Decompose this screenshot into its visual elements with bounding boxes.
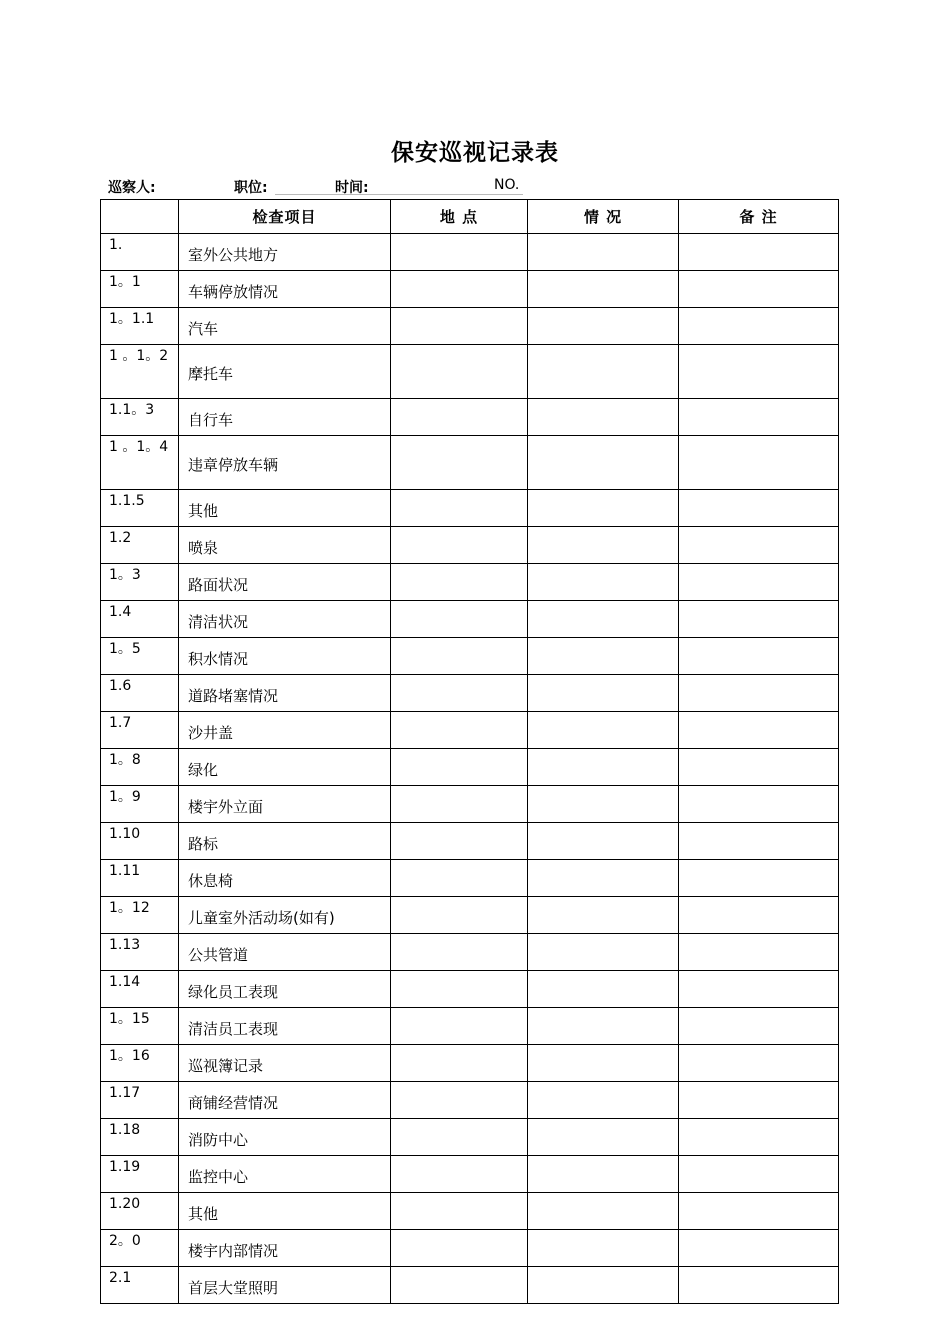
row-code: 1.2 <box>101 527 179 564</box>
row-item: 沙井盖 <box>179 712 391 749</box>
location-cell[interactable] <box>391 234 528 271</box>
table-row <box>101 436 839 490</box>
row-code: 2.1 <box>101 1267 179 1304</box>
remarks-cell[interactable] <box>679 1082 839 1119</box>
inspector-label: 巡察人: <box>108 180 156 196</box>
remarks-cell[interactable] <box>679 897 839 934</box>
location-cell[interactable] <box>391 1008 528 1045</box>
row-item: 公共管道 <box>179 934 391 971</box>
row-item: 清洁员工表现 <box>179 1008 391 1045</box>
row-item: 路标 <box>179 823 391 860</box>
column-header-remarks: 备 注 <box>679 200 839 234</box>
location-cell[interactable] <box>391 271 528 308</box>
table-row <box>101 1082 839 1119</box>
row-code: 1。15 <box>101 1008 179 1045</box>
remarks-cell[interactable] <box>679 638 839 675</box>
row-code: 1.20 <box>101 1193 179 1230</box>
remarks-cell[interactable] <box>679 564 839 601</box>
remarks-cell[interactable] <box>679 749 839 786</box>
remarks-cell[interactable] <box>679 1193 839 1230</box>
condition-cell[interactable] <box>528 271 679 308</box>
remarks-cell[interactable] <box>679 436 839 490</box>
table-row <box>101 1267 839 1304</box>
table-row <box>101 399 839 436</box>
table-row <box>101 1193 839 1230</box>
table-body <box>101 234 839 1304</box>
location-cell[interactable] <box>391 675 528 712</box>
condition-cell[interactable] <box>528 490 679 527</box>
table-row <box>101 897 839 934</box>
column-header-condition: 情 况 <box>528 200 679 234</box>
row-code: 1.10 <box>101 823 179 860</box>
time-label: 时间: <box>335 180 369 196</box>
location-cell[interactable] <box>391 897 528 934</box>
location-cell[interactable] <box>391 1193 528 1230</box>
row-item: 巡视簿记录 <box>179 1045 391 1082</box>
remarks-cell[interactable] <box>679 308 839 345</box>
condition-cell[interactable] <box>528 601 679 638</box>
condition-cell[interactable] <box>528 1082 679 1119</box>
remarks-cell[interactable] <box>679 1156 839 1193</box>
remarks-cell[interactable] <box>679 1230 839 1267</box>
row-item: 汽车 <box>179 308 391 345</box>
location-cell[interactable] <box>391 638 528 675</box>
row-code: 1.19 <box>101 1156 179 1193</box>
table-row <box>101 345 839 399</box>
location-cell[interactable] <box>391 564 528 601</box>
table-row <box>101 1119 839 1156</box>
remarks-cell[interactable] <box>679 490 839 527</box>
condition-cell[interactable] <box>528 527 679 564</box>
row-code: 1.11 <box>101 860 179 897</box>
remarks-cell[interactable] <box>679 934 839 971</box>
condition-cell[interactable] <box>528 345 679 399</box>
row-item: 积水情况 <box>179 638 391 675</box>
table-row <box>101 860 839 897</box>
remarks-cell[interactable] <box>679 971 839 1008</box>
condition-cell[interactable] <box>528 971 679 1008</box>
location-cell[interactable] <box>391 971 528 1008</box>
location-cell[interactable] <box>391 860 528 897</box>
table-row <box>101 601 839 638</box>
table-header-row <box>101 200 839 234</box>
condition-cell[interactable] <box>528 860 679 897</box>
location-cell[interactable] <box>391 823 528 860</box>
row-code: 1. <box>101 234 179 271</box>
condition-cell[interactable] <box>528 712 679 749</box>
row-item: 其他 <box>179 1193 391 1230</box>
remarks-cell[interactable] <box>679 1008 839 1045</box>
table-row <box>101 1008 839 1045</box>
location-cell[interactable] <box>391 436 528 490</box>
row-code: 1。3 <box>101 564 179 601</box>
condition-cell[interactable] <box>528 749 679 786</box>
row-code: 1。1 <box>101 271 179 308</box>
row-code: 1.13 <box>101 934 179 971</box>
table-row <box>101 934 839 971</box>
remarks-cell[interactable] <box>679 345 839 399</box>
remarks-cell[interactable] <box>679 823 839 860</box>
no-label: NO. <box>494 177 520 193</box>
row-item: 首层大堂照明 <box>179 1267 391 1304</box>
table-row <box>101 271 839 308</box>
location-cell[interactable] <box>391 399 528 436</box>
row-code: 2。0 <box>101 1230 179 1267</box>
row-code: 1。16 <box>101 1045 179 1082</box>
condition-cell[interactable] <box>528 1045 679 1082</box>
condition-cell[interactable] <box>528 1267 679 1304</box>
condition-cell[interactable] <box>528 234 679 271</box>
column-header-code <box>101 200 179 234</box>
location-cell[interactable] <box>391 712 528 749</box>
remarks-cell[interactable] <box>679 860 839 897</box>
table-row <box>101 490 839 527</box>
row-item: 商铺经营情况 <box>179 1082 391 1119</box>
row-code: 1 。1。4 <box>101 436 179 490</box>
location-cell[interactable] <box>391 1156 528 1193</box>
location-cell[interactable] <box>391 490 528 527</box>
row-code: 1.7 <box>101 712 179 749</box>
condition-cell[interactable] <box>528 897 679 934</box>
condition-cell[interactable] <box>528 1008 679 1045</box>
row-code: 1。9 <box>101 786 179 823</box>
table-row <box>101 1156 839 1193</box>
location-cell[interactable] <box>391 934 528 971</box>
row-item: 自行车 <box>179 399 391 436</box>
location-cell[interactable] <box>391 749 528 786</box>
location-cell[interactable] <box>391 1082 528 1119</box>
condition-cell[interactable] <box>528 638 679 675</box>
row-code: 1。12 <box>101 897 179 934</box>
remarks-cell[interactable] <box>679 399 839 436</box>
row-code: 1.4 <box>101 601 179 638</box>
location-cell[interactable] <box>391 1267 528 1304</box>
table-row <box>101 971 839 1008</box>
remarks-cell[interactable] <box>679 712 839 749</box>
row-item: 车辆停放情况 <box>179 271 391 308</box>
table-row <box>101 564 839 601</box>
remarks-cell[interactable] <box>679 786 839 823</box>
condition-cell[interactable] <box>528 675 679 712</box>
condition-cell[interactable] <box>528 934 679 971</box>
row-item: 道路堵塞情况 <box>179 675 391 712</box>
row-code: 1。8 <box>101 749 179 786</box>
remarks-cell[interactable] <box>679 1267 839 1304</box>
row-item: 摩托车 <box>179 345 391 399</box>
table-row <box>101 823 839 860</box>
condition-cell[interactable] <box>528 786 679 823</box>
position-label: 职位: <box>234 180 268 196</box>
row-item: 其他 <box>179 490 391 527</box>
table-row <box>101 527 839 564</box>
location-cell[interactable] <box>391 1230 528 1267</box>
row-code: 1.14 <box>101 971 179 1008</box>
remarks-cell[interactable] <box>679 1119 839 1156</box>
row-item: 儿童室外活动场(如有) <box>179 897 391 934</box>
row-code: 1.6 <box>101 675 179 712</box>
row-item: 监控中心 <box>179 1156 391 1193</box>
condition-cell[interactable] <box>528 1156 679 1193</box>
row-code: 1.18 <box>101 1119 179 1156</box>
column-header-item: 检查项目 <box>179 200 391 234</box>
table-row <box>101 1230 839 1267</box>
row-item: 消防中心 <box>179 1119 391 1156</box>
location-cell[interactable] <box>391 1045 528 1082</box>
row-item: 路面状况 <box>179 564 391 601</box>
row-item: 喷泉 <box>179 527 391 564</box>
location-cell[interactable] <box>391 601 528 638</box>
row-code: 1。5 <box>101 638 179 675</box>
row-item: 楼宇外立面 <box>179 786 391 823</box>
row-item: 室外公共地方 <box>179 234 391 271</box>
remarks-cell[interactable] <box>679 601 839 638</box>
location-cell[interactable] <box>391 308 528 345</box>
row-item: 休息椅 <box>179 860 391 897</box>
remarks-cell[interactable] <box>679 234 839 271</box>
location-cell[interactable] <box>391 1119 528 1156</box>
row-item: 楼宇内部情况 <box>179 1230 391 1267</box>
table-row <box>101 786 839 823</box>
remarks-cell[interactable] <box>679 271 839 308</box>
table-row <box>101 1045 839 1082</box>
location-cell[interactable] <box>391 527 528 564</box>
condition-cell[interactable] <box>528 436 679 490</box>
row-code: 1.17 <box>101 1082 179 1119</box>
header-underline <box>275 194 523 195</box>
column-header-location: 地 点 <box>391 200 528 234</box>
condition-cell[interactable] <box>528 564 679 601</box>
table-row <box>101 638 839 675</box>
page-title: 保安巡视记录表 <box>391 140 559 166</box>
row-item: 清洁状况 <box>179 601 391 638</box>
condition-cell[interactable] <box>528 1119 679 1156</box>
remarks-cell[interactable] <box>679 527 839 564</box>
row-item: 绿化 <box>179 749 391 786</box>
location-cell[interactable] <box>391 786 528 823</box>
row-code: 1 。1。2 <box>101 345 179 399</box>
row-item: 违章停放车辆 <box>179 436 391 490</box>
condition-cell[interactable] <box>528 1193 679 1230</box>
table-row <box>101 712 839 749</box>
row-code: 1。1.1 <box>101 308 179 345</box>
table-row <box>101 234 839 271</box>
table-row <box>101 308 839 345</box>
location-cell[interactable] <box>391 345 528 399</box>
patrol-record-table <box>100 199 839 1304</box>
condition-cell[interactable] <box>528 1230 679 1267</box>
row-item: 绿化员工表现 <box>179 971 391 1008</box>
condition-cell[interactable] <box>528 308 679 345</box>
row-code: 1.1。3 <box>101 399 179 436</box>
remarks-cell[interactable] <box>679 675 839 712</box>
condition-cell[interactable] <box>528 823 679 860</box>
remarks-cell[interactable] <box>679 1045 839 1082</box>
table-row <box>101 675 839 712</box>
table-row <box>101 749 839 786</box>
row-code: 1.1.5 <box>101 490 179 527</box>
condition-cell[interactable] <box>528 399 679 436</box>
